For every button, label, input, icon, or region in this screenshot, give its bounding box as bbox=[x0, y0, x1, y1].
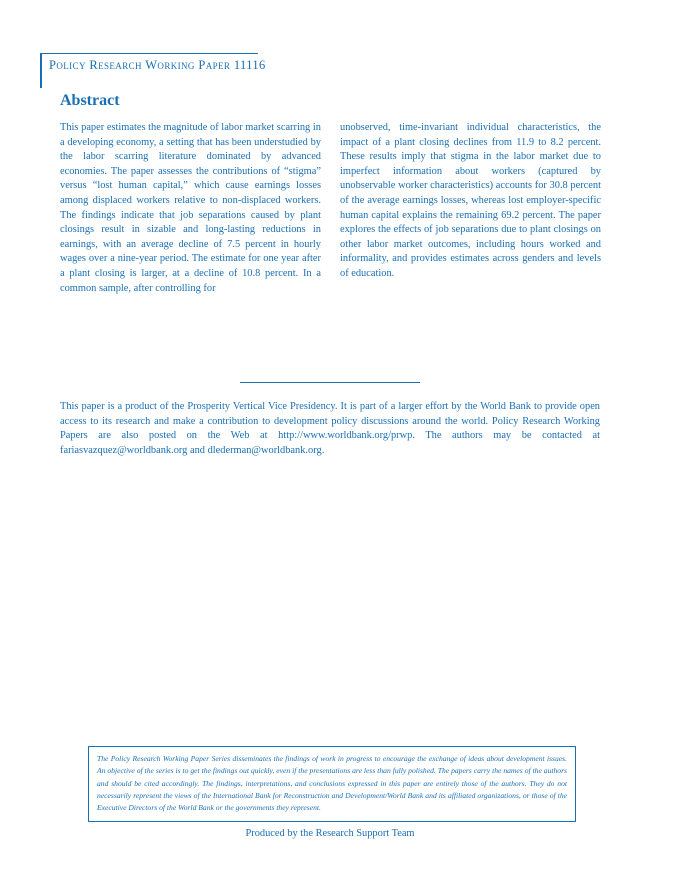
disclaimer-box bbox=[88, 746, 576, 822]
section-divider bbox=[240, 382, 420, 383]
disclaimer-text: The Policy Research Working Paper Series disseminates the findings of work in progress to encourage the exchange of ideas about development issues. An objective of the series is to get the findings out quickly, even if the presentations are less than fully polished. The papers carry the names of the authors and should be cited accordingly. The findings, interpretations, and conclusions expressed in this paper are entirely those of the authors. They do not necessarily represent the views of the International Bank for Reconstruction and Development/World Bank and its affiliated organizations, or those of the Executive Directors of the World Bank or the governments they represent. bbox=[97, 754, 567, 813]
series-label: Policy Research Working Paper 11116 bbox=[49, 58, 266, 72]
abstract-right-column: unobserved, time-invariant individual characteristics, the impact of a plant closing declines from 11.9 to 8.2 percent. These results imply that stigma in the labor market due to imperfect information about workers (captured by unobservable worker characteristics) accounts for 30.8 percent of the average earnings losses, whereas lost employer-specific human capital explains the remaining 69.2 percent. The paper explores the effects of job separations due to plant closings on other labor market outcomes, including hours worked and informality, and provides estimates across genders and levels of education. bbox=[340, 122, 601, 279]
product-note: This paper is a product of the Prosperity Vertical Vice Presidency. It is part of a larger effort by the World Bank to provide open access to its research and make a contribution to development policy discussions around the world. Policy Research Working Papers are also posted on the Web at http://www.worldbank.org/prwp. The authors may be contacted at fariasvazquez@worldbank.org and dlederman@worldbank.org. bbox=[60, 401, 600, 456]
series-header bbox=[40, 53, 266, 88]
abstract-heading: Abstract bbox=[60, 92, 120, 109]
abstract-left-column: This paper estimates the magnitude of labor market scarring in a developing economy, a setting that has been understudied by the labor scarring literature dominated by advanced economies. The paper assesses the contributions of “stigma” versus “lost human capital,” which cause earnings losses among displaced workers relative to non-displaced workers. The findings indicate that job separations caused by plant closings result in sizable and long-lasting reductions in earnings, with an average decline of 7.5 percent in hourly wages over a nine-year period. The estimate for one year after a plant closing is larger, at a decline of 10.8 percent. In a common sample, after controlling for bbox=[60, 122, 321, 294]
produced-by: Produced by the Research Support Team bbox=[245, 828, 415, 839]
